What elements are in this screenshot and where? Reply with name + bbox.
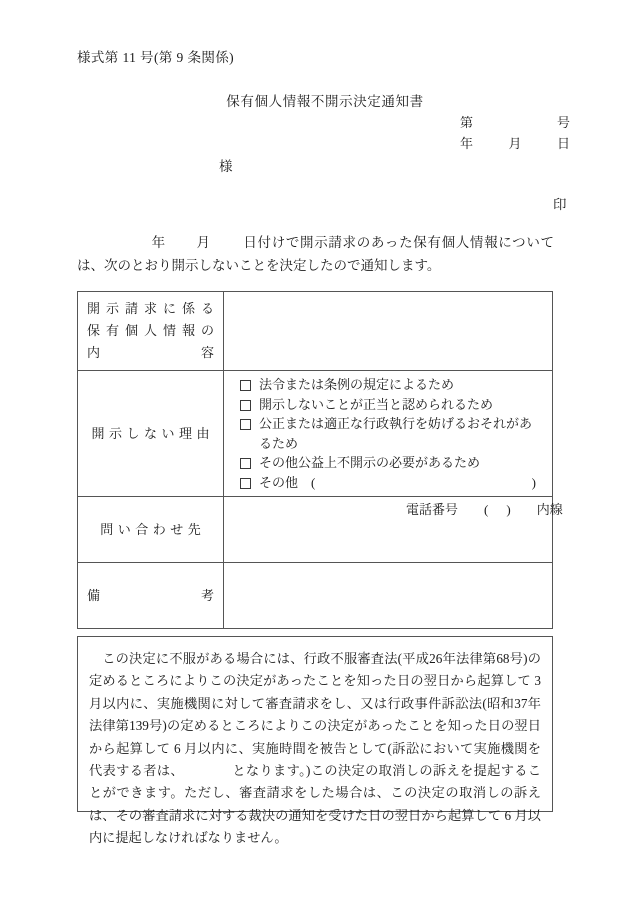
- document-title: 保有個人情報不開示決定通知書: [226, 94, 424, 109]
- label-request-content: [78, 292, 224, 371]
- label-contact-text: 問い合わせ先: [100, 521, 206, 537]
- checkbox-icon[interactable]: [240, 419, 251, 430]
- field-nondisclosure-reason: [224, 371, 553, 497]
- appeal-notice-part1: この決定に不服がある場合には、行政不服審査法(平成26年法律第68号)の定めるところによりこの決定があったことを知った日の翌日から起算して 3 月以内に、実施機関に対して審査請求をし、又は行政事件訴訟法(昭和37年法律第139号)の定めるところによりこの決定があったことを知った日の翌日から起算して 6 月以内に、実施時間を被告として(訴訟において実施機関を代表する者は、: [89, 651, 541, 779]
- label-request-content-line3: 内容: [87, 345, 214, 360]
- table-row-remarks: [78, 563, 553, 629]
- phone-paren-open: (: [484, 501, 489, 517]
- checkbox-icon[interactable]: [240, 380, 251, 391]
- reason-option-5-label: [259, 473, 542, 493]
- document-number-row: [460, 112, 570, 133]
- reason-option-1-label: 法令または条例の規定によるため: [259, 377, 455, 392]
- label-contact: [78, 497, 224, 563]
- checkbox-icon[interactable]: [240, 478, 251, 489]
- label-nondisclosure-reason-text: 開示しない理由: [91, 425, 215, 441]
- table-row-reason: [78, 371, 553, 497]
- field-request-content[interactable]: [224, 292, 553, 371]
- table-row-request-content: [78, 292, 553, 371]
- reason-option-1[interactable]: [240, 375, 542, 395]
- field-remarks[interactable]: [224, 563, 553, 629]
- reason-checkbox-list: [234, 371, 542, 496]
- intro-year-label: 年: [151, 235, 166, 250]
- phone-label: 電話番号: [406, 501, 459, 517]
- document-meta-block: [460, 112, 570, 154]
- checkbox-icon[interactable]: [240, 400, 251, 411]
- reason-option-5-text: その他 (: [259, 474, 316, 490]
- date-month-label: 月: [508, 136, 522, 151]
- extension-label: 内線: [536, 501, 563, 517]
- field-contact[interactable]: [224, 497, 563, 563]
- appeal-notice-part2: となります。)この決定の取消しの訴えを提起することができます。ただし、審査請求をした場合は、この決定の取消しの訴えは、その審査請求に対する裁決の通知を受けた日の翌日から起算して 6 月以内に提起しなければなりません。: [89, 763, 542, 846]
- form-number: 様式第 11 号(第 9 条関係): [77, 50, 235, 65]
- reason-option-2[interactable]: [240, 395, 542, 415]
- label-request-content-line2: 保有個人情報の: [87, 323, 214, 338]
- intro-month-label: 月: [195, 235, 211, 250]
- date-day-label: 日: [556, 136, 570, 151]
- reason-option-3-label: 公正または適正な行政執行を妨げるおそれがあるため: [259, 416, 533, 451]
- table-row-contact: [78, 497, 553, 563]
- intro-paragraph: [77, 231, 554, 277]
- date-year-label: 年: [460, 136, 474, 151]
- document-number-suffix: 号: [556, 115, 570, 130]
- label-remarks: [78, 563, 224, 629]
- disclosure-form-table: [77, 291, 563, 629]
- reason-option-3[interactable]: [240, 414, 542, 453]
- reason-option-4[interactable]: [240, 453, 542, 473]
- appeal-notice-text: [89, 648, 541, 850]
- reason-option-5[interactable]: [240, 473, 542, 493]
- reason-option-4-label: その他公益上不開示の必要があるため: [259, 455, 481, 470]
- phone-number-line: [406, 499, 563, 518]
- label-nondisclosure-reason: [78, 371, 224, 497]
- reason-option-5-paren-close: ): [531, 474, 536, 490]
- reason-option-2-label: 開示しないことが正当と認められるため: [259, 396, 494, 412]
- phone-paren-close: ): [506, 501, 511, 517]
- document-number-prefix: 第: [460, 115, 474, 130]
- appeal-notice-box: [77, 636, 553, 846]
- document-date-row: [460, 133, 570, 154]
- checkbox-icon[interactable]: [240, 458, 251, 469]
- label-remarks-text: 備考: [87, 587, 214, 603]
- addressee-suffix: 様: [219, 159, 233, 174]
- seal-mark: 印: [553, 197, 567, 212]
- intro-body-text: 日付けで開示請求のあった保有個人情報については、次のとおり開示しないことを決定したので通知します。: [77, 235, 554, 273]
- label-request-content-line1: 開示請求に係る: [87, 301, 214, 316]
